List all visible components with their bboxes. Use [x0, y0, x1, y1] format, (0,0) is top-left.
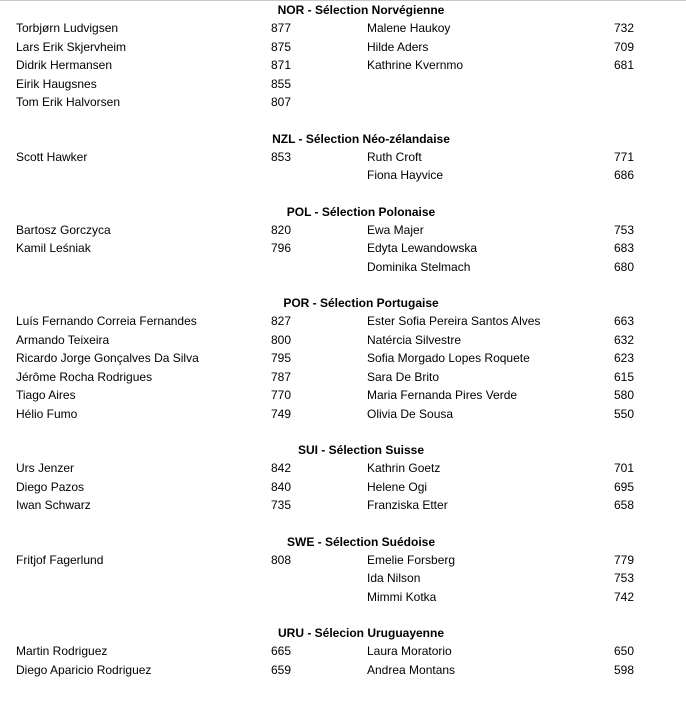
- team-section: [0, 203, 686, 277]
- athlete-row: [0, 386, 686, 405]
- men-athlete-score: 665: [271, 644, 292, 658]
- women-athlete-name: Malene Haukoy: [367, 21, 451, 35]
- women-athlete-name: Ester Sofia Pereira Santos Alves: [367, 314, 541, 328]
- athlete-row: [0, 642, 686, 661]
- women-athlete-score: 580: [614, 388, 635, 402]
- women-athlete-name: Kathrin Goetz: [367, 461, 441, 475]
- women-athlete-name: Franziska Etter: [367, 498, 448, 512]
- women-athlete-score: 623: [614, 351, 635, 365]
- men-athlete-name: Scott Hawker: [16, 149, 88, 164]
- women-athlete-score: 598: [614, 662, 635, 677]
- women-athlete-name: Fiona Hayvice: [367, 168, 444, 182]
- men-athlete-score: 820: [271, 222, 292, 237]
- men-athlete-name: Hélio Fumo: [16, 406, 78, 421]
- women-athlete-name: Kathrine Kvernmo: [367, 58, 464, 72]
- men-athlete-score: 800: [271, 332, 292, 347]
- athlete-row: [0, 38, 686, 57]
- athlete-row: [0, 56, 686, 75]
- men-athlete-score: 875: [271, 39, 292, 54]
- women-athlete-name: Natércia Silvestre: [367, 332, 462, 347]
- men-athlete-score: 827: [271, 314, 292, 328]
- athlete-row: [0, 166, 686, 185]
- men-athlete-score: 855: [271, 76, 292, 91]
- women-athlete-name: Olivia De Sousa: [367, 406, 454, 421]
- women-athlete-name: Maria Fernanda Pires Verde: [367, 388, 518, 402]
- men-athlete-name: Ricardo Jorge Gonçalves Da Silva: [16, 351, 199, 365]
- women-athlete-score: 681: [614, 58, 635, 72]
- women-athlete-score: 658: [614, 498, 635, 512]
- women-athlete-score: 686: [614, 168, 635, 182]
- men-athlete-name: Jérôme Rocha Rodrigues: [16, 369, 153, 384]
- women-athlete-score: 680: [614, 259, 635, 274]
- women-athlete-score: 683: [614, 241, 635, 255]
- women-athlete-score: 615: [614, 369, 635, 384]
- women-athlete-score: 663: [614, 314, 635, 328]
- team-section: [0, 1, 686, 112]
- section-title: POR - Sélection Portugaise: [283, 296, 439, 310]
- women-athlete-score: 695: [614, 479, 635, 494]
- men-athlete-score: 853: [271, 149, 292, 164]
- women-athlete-name: Sara De Brito: [367, 369, 440, 384]
- men-athlete-name: Urs Jenzer: [16, 461, 75, 475]
- women-athlete-score: 650: [614, 644, 635, 658]
- women-athlete-score: 771: [614, 149, 635, 164]
- athlete-row: [0, 312, 686, 331]
- women-athlete-name: Emelie Forsberg: [367, 552, 456, 567]
- team-section: [0, 441, 686, 515]
- section-title: POL - Sélection Polonaise: [286, 204, 436, 219]
- women-athlete-score: 709: [614, 39, 635, 54]
- athlete-row: [0, 258, 686, 277]
- athlete-row: [0, 93, 686, 112]
- athlete-row: [0, 496, 686, 515]
- section-title: NZL - Sélection Néo-zélandaise: [272, 131, 450, 146]
- men-athlete-name: Tom Erik Halvorsen: [16, 95, 121, 109]
- women-athlete-score: 742: [614, 589, 635, 604]
- athlete-row: [0, 405, 686, 424]
- women-athlete-score: 701: [614, 461, 635, 475]
- women-athlete-name: Laura Moratorio: [367, 644, 452, 658]
- men-athlete-score: 787: [271, 369, 292, 384]
- men-athlete-score: 808: [271, 552, 292, 567]
- women-athlete-name: Edyta Lewandowska: [367, 241, 478, 255]
- women-athlete-name: Andrea Montans: [367, 662, 456, 677]
- men-athlete-name: Luís Fernando Correia Fernandes: [16, 314, 197, 328]
- men-athlete-name: Armando Teixeira: [16, 332, 110, 347]
- women-athlete-name: Sofia Morgado Lopes Roquete: [367, 351, 530, 365]
- athlete-row: [0, 588, 686, 607]
- team-section: [0, 533, 686, 607]
- women-athlete-score: 632: [614, 332, 635, 347]
- athlete-row: [0, 459, 686, 478]
- men-athlete-score: 795: [271, 351, 292, 365]
- women-athlete-name: Ida Nilson: [367, 571, 421, 585]
- men-athlete-score: 877: [271, 21, 292, 35]
- athlete-row: [0, 569, 686, 588]
- men-athlete-name: Fritjof Fagerlund: [16, 552, 104, 567]
- women-athlete-score: 550: [614, 406, 635, 421]
- men-athlete-name: Eirik Haugsnes: [16, 76, 97, 91]
- men-athlete-name: Lars Erik Skjervheim: [16, 39, 127, 54]
- men-athlete-score: 749: [271, 406, 292, 421]
- team-section: [0, 624, 686, 679]
- athlete-row: [0, 478, 686, 497]
- team-section: [0, 130, 686, 185]
- women-athlete-score: 779: [614, 552, 635, 567]
- men-athlete-score: 871: [271, 58, 292, 72]
- athlete-row: [0, 331, 686, 350]
- athlete-row: [0, 349, 686, 368]
- women-athlete-name: Ruth Croft: [367, 149, 422, 164]
- men-athlete-score: 770: [271, 388, 292, 402]
- women-athlete-name: Mimmi Kotka: [367, 589, 437, 604]
- men-athlete-score: 840: [271, 479, 292, 494]
- team-selections-list: [0, 1, 686, 697]
- men-athlete-score: 842: [271, 461, 292, 475]
- men-athlete-score: 659: [271, 662, 292, 677]
- athlete-row: [0, 19, 686, 38]
- men-athlete-name: Diego Aparicio Rodriguez: [16, 662, 152, 677]
- men-athlete-name: Iwan Schwarz: [16, 498, 91, 512]
- team-section: [0, 294, 686, 423]
- men-athlete-name: Kamil Leśniak: [16, 241, 91, 255]
- men-athlete-name: Bartosz Gorczyca: [16, 222, 111, 237]
- men-athlete-name: Didrik Hermansen: [16, 58, 113, 72]
- athlete-row: [0, 368, 686, 387]
- men-athlete-name: Torbjørn Ludvigsen: [16, 21, 119, 35]
- athlete-row: [0, 75, 686, 94]
- section-title: NOR - Sélection Norvégienne: [277, 3, 445, 17]
- women-athlete-name: Dominika Stelmach: [367, 259, 471, 274]
- women-athlete-score: 753: [614, 571, 635, 585]
- athlete-row: [0, 221, 686, 240]
- athlete-row: [0, 551, 686, 570]
- men-athlete-score: 735: [271, 498, 292, 512]
- men-athlete-name: Martin Rodriguez: [16, 644, 108, 658]
- athlete-row: [0, 239, 686, 258]
- athlete-row: [0, 148, 686, 167]
- men-athlete-name: Diego Pazos: [16, 479, 85, 494]
- section-title: SWE - Sélection Suédoise: [286, 534, 436, 549]
- men-athlete-score: 807: [271, 95, 292, 109]
- women-athlete-name: Hilde Aders: [367, 39, 429, 54]
- men-athlete-name: Tiago Aires: [16, 388, 76, 402]
- women-athlete-name: Ewa Majer: [367, 222, 424, 237]
- women-athlete-name: Helene Ogi: [367, 479, 428, 494]
- women-athlete-score: 753: [614, 222, 635, 237]
- section-title: SUI - Sélection Suisse: [297, 443, 425, 457]
- section-title: URU - Sélecion Uruguayenne: [277, 626, 445, 640]
- women-athlete-score: 732: [614, 21, 635, 35]
- athlete-row: [0, 661, 686, 680]
- men-athlete-score: 796: [271, 241, 292, 255]
